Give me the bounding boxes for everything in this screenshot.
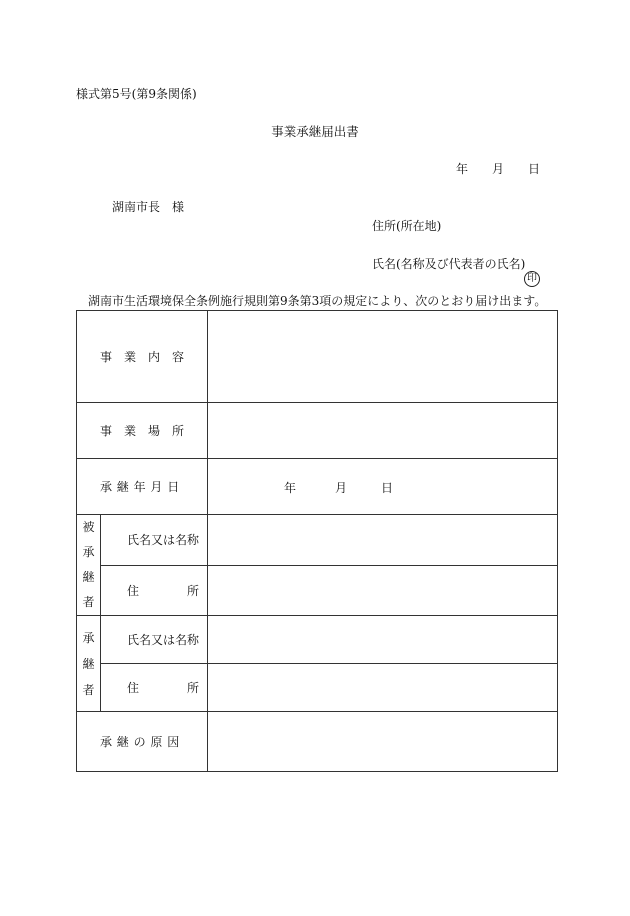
reason-field[interactable]: [208, 712, 558, 772]
succession-form-table: [76, 310, 558, 772]
document-title: 事業承継届出書: [271, 124, 359, 139]
successor-address-label: 住 所: [101, 664, 208, 712]
applicant-address-label: 住所(所在地): [372, 219, 442, 233]
successor-name-label: 氏名又は名称: [101, 616, 208, 664]
predecessor-group-label: 被 承 継 者: [77, 515, 101, 616]
predecessor-address-label: 住 所: [101, 565, 208, 616]
row-successor-address: [77, 664, 558, 712]
seal-mark: 印: [524, 271, 540, 287]
succession-date-day: 日: [381, 480, 394, 495]
business-content-field[interactable]: [208, 311, 558, 403]
business-place-field[interactable]: [208, 403, 558, 459]
successor-name-field[interactable]: [208, 616, 558, 664]
predecessor-address-field[interactable]: [208, 565, 558, 616]
succession-date-label: 承継年月日: [77, 459, 208, 515]
row-predecessor-address: [77, 565, 558, 616]
business-content-label: 事 業 内 容: [77, 311, 208, 403]
row-business-place: [77, 403, 558, 459]
business-place-label: 事 業 場 所: [77, 403, 208, 459]
reason-label: 承継の原因: [77, 712, 208, 772]
row-reason: [77, 712, 558, 772]
successor-address-field[interactable]: [208, 664, 558, 712]
row-succession-date: [77, 459, 558, 515]
predecessor-name-field[interactable]: [208, 515, 558, 566]
row-successor-name: [77, 616, 558, 664]
applicant-name-label: 氏名(名称及び代表者の氏名): [372, 257, 526, 271]
succession-date-year: 年: [284, 480, 297, 495]
succession-date-field[interactable]: [208, 459, 558, 515]
header-date-year: 年: [456, 162, 469, 176]
predecessor-name-label: 氏名又は名称: [101, 515, 208, 566]
addressee: 湖南市長 様: [112, 200, 185, 214]
row-business-content: [77, 311, 558, 403]
header-date-day: 日: [528, 162, 541, 176]
row-predecessor-name: [77, 515, 558, 566]
header-date-month: 月: [492, 162, 505, 176]
declaration-statement: 湖南市生活環境保全条例施行規則第9条第3項の規定により、次のとおり届け出ます。: [88, 294, 547, 308]
form-number: 様式第5号(第9条関係): [76, 87, 197, 101]
succession-date-month: 月: [335, 480, 348, 495]
successor-group-label: 承 継 者: [77, 616, 101, 712]
